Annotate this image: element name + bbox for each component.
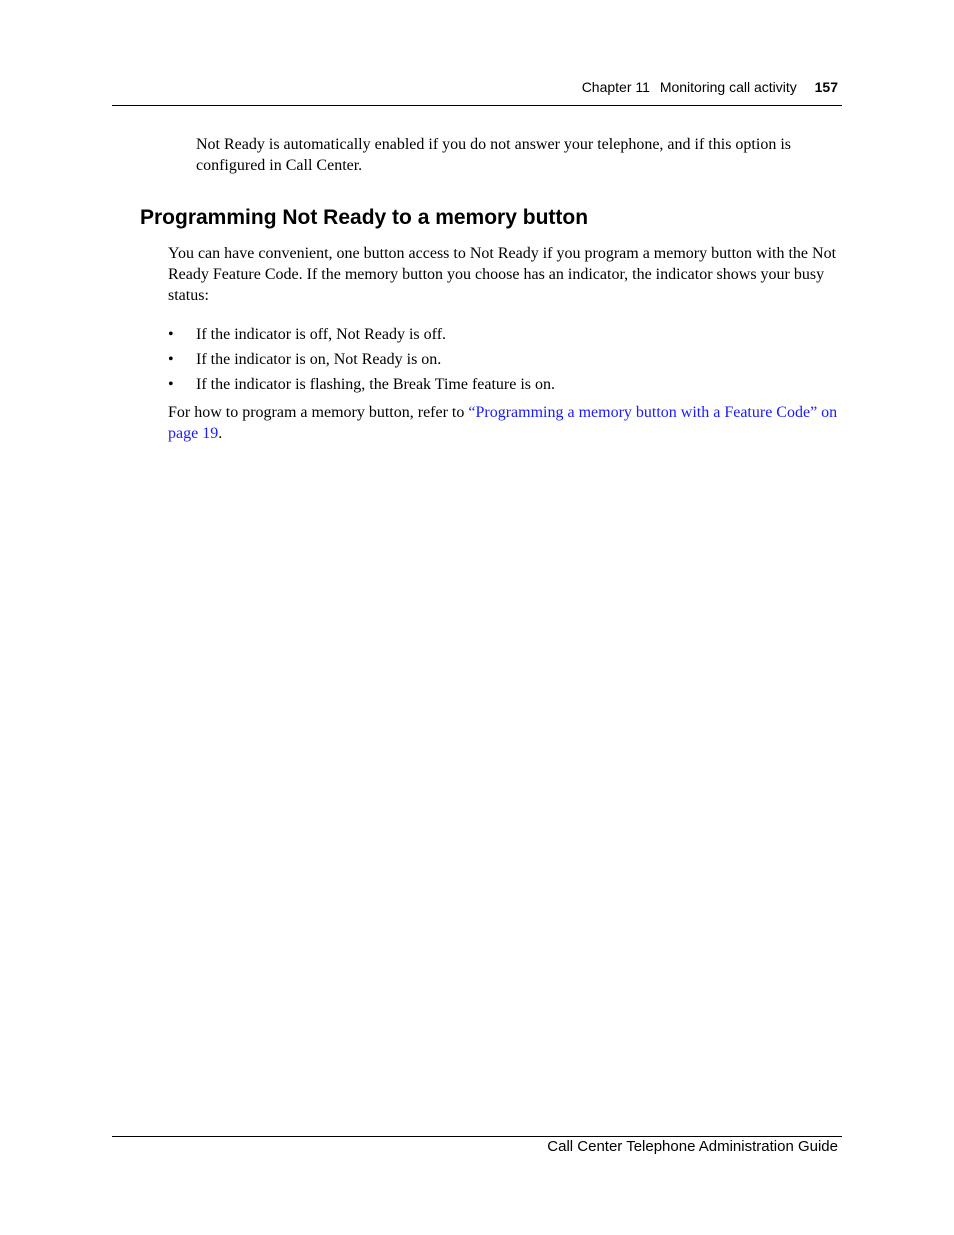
chapter-label: Chapter 11: [581, 79, 650, 95]
reference-prefix: For how to program a memory button, refer to: [168, 404, 469, 421]
header-rule: [112, 105, 842, 106]
list-item-text: If the indicator is on, Not Ready is on.: [196, 351, 442, 368]
bullet-icon: •: [168, 376, 174, 393]
section-heading: Programming Not Ready to a memory button: [140, 206, 589, 229]
reference-suffix: .: [218, 425, 223, 442]
running-header: [582, 79, 838, 95]
reference-paragraph: [168, 402, 838, 444]
bullet-icon: •: [168, 326, 174, 343]
list-item: [168, 349, 555, 374]
list-item: [168, 324, 555, 349]
list-item-text: If the indicator is flashing, the Break Time feature is on.: [196, 376, 556, 393]
list-item: [168, 374, 555, 399]
footer-rule: [112, 1136, 842, 1137]
page-number: 157: [814, 79, 838, 95]
section-paragraph: You can have convenient, one button access to Not Ready if you program a memory button with the Not Ready Feature Code. If the memory button you choose has an indicator, the indicator shows your busy status:: [168, 245, 837, 304]
cross-reference-link[interactable]: “Programming a memory button with a Feature Code” on page 19: [168, 404, 838, 442]
running-footer: Call Center Telephone Administration Guide: [547, 1138, 838, 1155]
intro-paragraph: Not Ready is automatically enabled if you do not answer your telephone, and if this option is configured in Call Center.: [196, 136, 791, 174]
bullet-icon: •: [168, 351, 174, 368]
list-item-text: If the indicator is off, Not Ready is off.: [196, 326, 447, 343]
bullet-list: [168, 324, 555, 399]
chapter-title: Monitoring call activity: [659, 79, 797, 95]
